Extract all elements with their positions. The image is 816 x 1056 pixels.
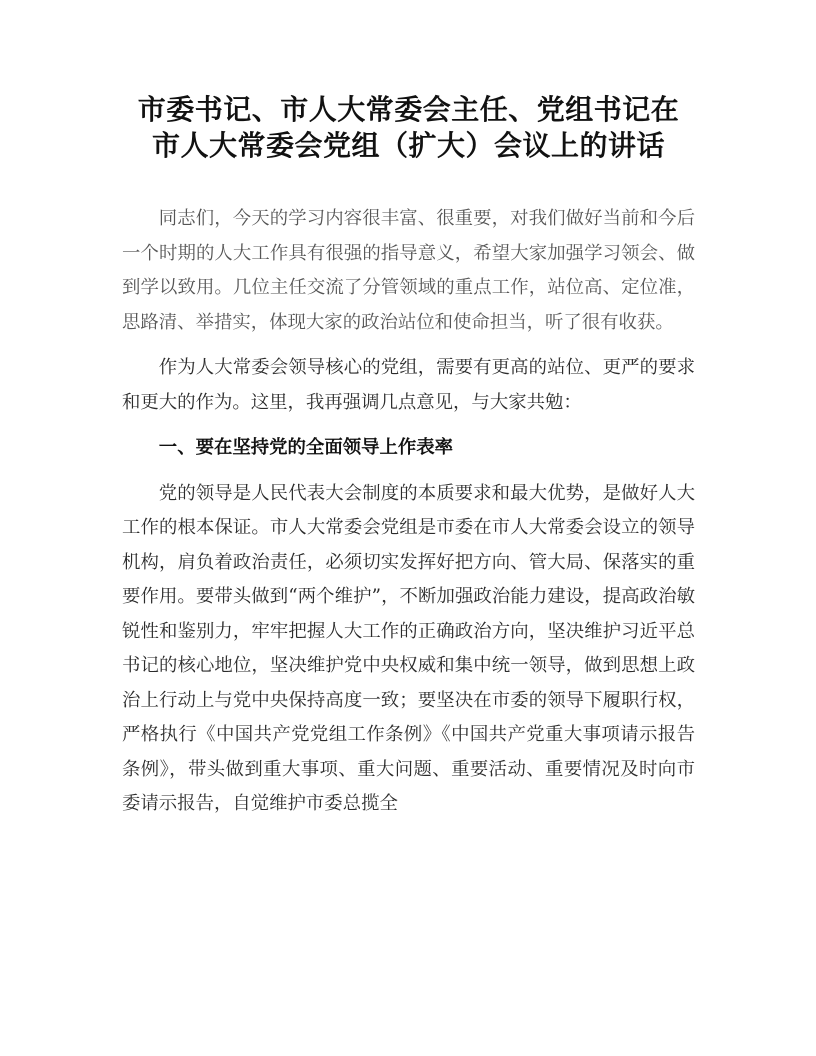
- section-paragraph: 党的领导是人民代表大会制度的本质要求和最大优势，是做好人大工作的根本保证。市人大常委会党组是市委在市人大常委会设立的领导机构，肩负着政治责任，必须切实发挥好把方向、管大局、保落实的重要作用。要带头做到“两个维护”，不断加强政治能力建设，提高政治敏锐性和鉴别力，牢牢把握人大工作的正确政治方向，坚决维护习近平总书记的核心地位，坚决维护党中央权威和集中统一领导，做到思想上政治上行动上与党中央保持高度一致；要坚决在市委的领导下履职行权，严格执行《中国共产党党组工作条例》《中国共产党重大事项请示报告条例》，带头做到重大事项、重大问题、重要活动、重要情况及时向市委请示报告，自觉维护市委总揽全: [122, 482, 695, 814]
- opening-paragraph: 同志们，今天的学习内容很丰富、很重要，对我们做好当前和今后一个时期的人大工作具有很强的指导意义，希望大家加强学习领会、做到学以致用。几位主任交流了分管领域的重点工作，站位高、定位准，思路清、举措实，体现大家的政治站位和使命担当，听了很有收获。: [122, 208, 695, 333]
- title-line-2: 市人大常委会党组（扩大）会议上的讲话: [151, 129, 665, 162]
- document-title: [122, 92, 695, 164]
- section-heading: 一、要在坚持党的全面领导上作表率: [158, 437, 454, 458]
- intro-paragraph: 作为人大常委会领导核心的党组，需要有更高的站位、更严的要求和更大的作为。这里，我再强调几点意见，与大家共勉：: [122, 357, 695, 413]
- document-body: [122, 202, 695, 822]
- document-page: [122, 92, 695, 833]
- title-line-1: 市委书记、市人大常委会主任、党组书记在: [137, 93, 680, 126]
